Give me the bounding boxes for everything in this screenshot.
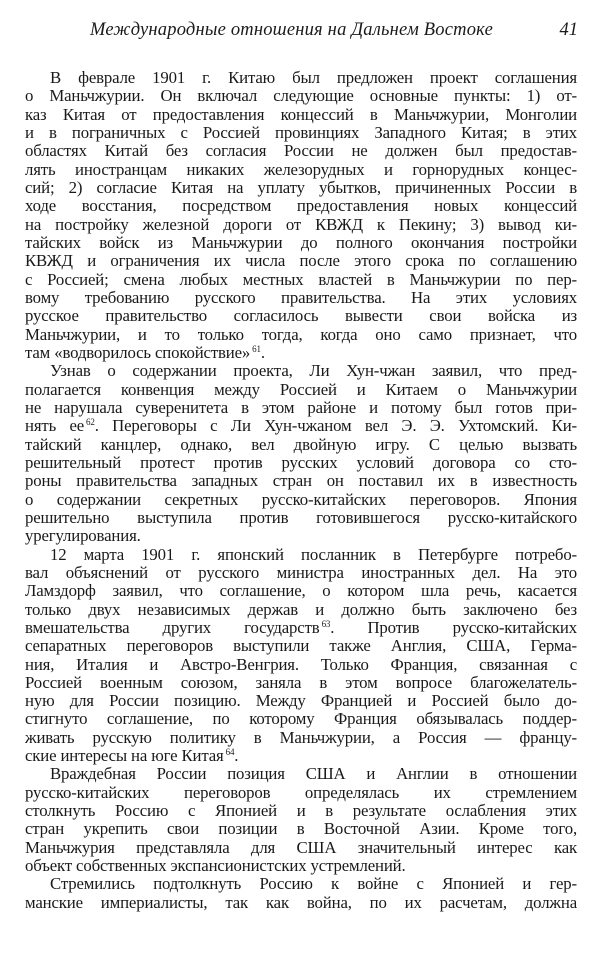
text-line [25,619,577,637]
text-line [25,747,577,765]
text-line: не нарушала суверенитета в этом районе и потому был готов при- [25,397,577,417]
text-line: решительно выступила против готовившегося русско-китайского [25,507,577,527]
text-line: полагается конвенция между Россией и Китаем о Маньчжурии [25,379,577,399]
text-line: столкнуть Россию с Японией и в результате ослабления этих [25,801,577,821]
text-line: русское правительство согласилось вывести свои войска из [25,306,577,326]
line-text: нять ее [25,416,85,436]
text-line: с Россией; смена любых местных властей в Маньчжурии по пер- [25,269,577,289]
text-line: решительный протест против русских условий договора со сто- [25,452,577,472]
text-line: стран укрепить свои позиции в Восточной Азии. Кроме того, [25,819,577,839]
text-line: живать русскую политику в Маньчжурии, а Россия — францу- [25,727,577,747]
page-body [25,69,577,912]
text-line: Маньчжурия представляла для США значительный интерес как [25,837,577,857]
text-line: лять иностранцам никаких железорудных и горнорудных концес- [25,159,577,179]
footnote-ref: 64 [225,747,235,758]
footnote-ref: 63 [321,618,331,629]
line-text: . Переговоры с Ли Хун-чжаном вел Э. Э. Ухтомский. Ки- [94,416,577,436]
text-line: Враждебная России позиция США и Англии в отношении [50,764,577,784]
text-line: Узнав о содержании проекта, Ли Хун-чжан заявил, что пред- [50,361,577,381]
text-line: только двух независимых держав и должно быть заключено без [25,599,577,619]
text-line: вому требованию русского правительства. На этих условиях [25,287,577,307]
text-line: ния, Италия и Австро-Венгрия. Только Франция, связанная с [25,654,577,674]
line-text: ские интересы на юге Китая [25,746,224,766]
text-line [25,417,577,435]
text-line: тайских войск из Маньчжурии до полного окончания постройки [25,232,577,252]
page-header [90,20,578,46]
text-line: манские империалисты, так как война, по их расчетам, должна [25,892,577,912]
text-line [25,344,577,362]
text-line: роны правительства западных стран он поставил их в известность [25,471,577,491]
text-line: сепаратных переговоров выступили также Англия, США, Герма- [25,636,577,656]
text-line: сий; 2) согласие Китая на уплату убытков, причиненных России в [25,177,577,197]
text-line: 12 марта 1901 г. японский посланник в Петербурге потребо- [50,544,577,564]
text-line: о Маньчжурии. Он включал следующие основные пункты: 1) от- [25,86,577,106]
text-line: Россией военным союзом, заняла в этом вопросе благожелатель- [25,672,577,692]
text-line: ную для России позицию. Между Францией и Россией было до- [25,691,577,711]
text-line: объект собственных экспансионистских устремлений. [25,856,406,876]
text-line: на постройку железной дороги от КВЖД к Пекину; 3) вывод ки- [25,214,577,234]
line-text: вмешательства других государств [25,617,320,637]
text-line: тайский канцлер, однако, вел двойную игру. С целью вызвать [25,434,577,454]
paragraph [25,875,577,912]
text-line: Маньчжурии, и то только тогда, когда оно само признает, что [25,324,577,344]
line-text: . [234,746,239,766]
paragraph [25,765,577,875]
text-line: стигнуто соглашение, по которому Франция обязывалась поддер- [25,709,577,729]
text-line: урегулирования. [25,526,141,546]
text-line: КВЖД и ограничения их числа после этого срока по соглашению [25,251,577,271]
text-line: В феврале 1901 г. Китаю был предложен проект соглашения [50,68,577,87]
line-text: там «водворилось спокойствие» [25,342,251,362]
line-text: . Против русско-китайских [330,617,577,637]
paragraph [25,69,577,362]
text-line: о содержании секретных русско-китайских переговоров. Япония [25,489,577,509]
running-title: Международные отношения на Дальнем Востоке [90,20,493,40]
text-line: ходе восстания, посредством предоставления новых концессий [25,196,577,216]
footnote-ref: 62 [86,417,95,428]
text-line: вал объяснений от русского министра иностранных дел. На это [25,562,577,582]
paragraph [25,362,577,545]
paragraph [25,546,577,766]
text-line: областях Китай без согласия России не должен был предостав- [25,141,577,161]
footnote-ref: 61 [252,343,261,354]
text-line: Стремились подтолкнуть Россию к войне с Японией и гер- [50,874,577,894]
text-line: и в пограничных с Россией провинциях Западного Китая; в этих [25,122,577,142]
text-line: русско-китайских переговоров определялась их стремлением [25,782,577,802]
text-line: каз Китая от предоставления концессий в Маньчжурии, Монголии [25,104,577,124]
line-text: . [260,342,265,362]
page-number: 41 [559,20,578,40]
text-line: Ламздорф заявил, что соглашение, о котором шла речь, касается [25,581,577,601]
